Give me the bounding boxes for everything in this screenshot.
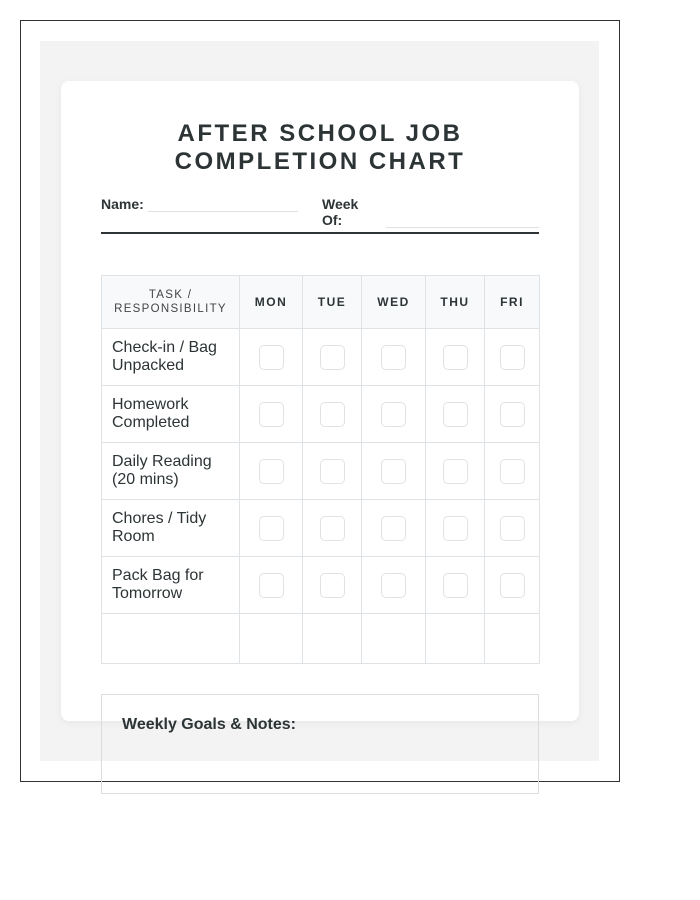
checkbox-tue[interactable] xyxy=(320,459,345,484)
checkbox-wed[interactable] xyxy=(381,516,406,541)
week-of-input[interactable] xyxy=(386,216,539,228)
checkbox-mon[interactable] xyxy=(259,459,284,484)
empty-table-row xyxy=(102,614,540,664)
task-label: Chores / Tidy Room xyxy=(102,500,240,557)
task-label: Check-in / Bag Unpacked xyxy=(102,329,240,386)
empty-cell xyxy=(426,614,485,664)
checkbox-wed[interactable] xyxy=(381,345,406,370)
task-label: Daily Reading (20 mins) xyxy=(102,443,240,500)
empty-cell xyxy=(485,614,540,664)
day-header-mon: MON xyxy=(240,276,303,329)
empty-cell xyxy=(240,614,303,664)
checkbox-mon[interactable] xyxy=(259,573,284,598)
day-header-fri: FRI xyxy=(485,276,540,329)
checkbox-fri[interactable] xyxy=(500,402,525,427)
checkbox-fri[interactable] xyxy=(500,573,525,598)
table-row xyxy=(102,443,540,500)
page-title xyxy=(61,120,579,176)
task-label: Homework Completed xyxy=(102,386,240,443)
checkbox-tue[interactable] xyxy=(320,345,345,370)
title-line-1: AFTER SCHOOL JOB xyxy=(177,120,463,147)
empty-task-cell[interactable] xyxy=(102,614,240,664)
checkbox-thu[interactable] xyxy=(443,573,468,598)
table-header-row xyxy=(102,276,540,329)
empty-cell xyxy=(303,614,362,664)
checkbox-tue[interactable] xyxy=(320,402,345,427)
checkbox-fri[interactable] xyxy=(500,345,525,370)
checkbox-thu[interactable] xyxy=(443,459,468,484)
task-column-header: TASK / RESPONSIBILITY xyxy=(102,276,240,329)
table-row xyxy=(102,557,540,614)
day-header-wed: WED xyxy=(362,276,426,329)
job-completion-table xyxy=(101,275,540,664)
checkbox-fri[interactable] xyxy=(500,516,525,541)
checkbox-wed[interactable] xyxy=(381,573,406,598)
checkbox-mon[interactable] xyxy=(259,402,284,427)
checkbox-fri[interactable] xyxy=(500,459,525,484)
weekly-notes-box[interactable] xyxy=(101,694,539,794)
checkbox-thu[interactable] xyxy=(443,402,468,427)
checkbox-thu[interactable] xyxy=(443,516,468,541)
table-row xyxy=(102,329,540,386)
checkbox-tue[interactable] xyxy=(320,516,345,541)
checkbox-tue[interactable] xyxy=(320,573,345,598)
name-label: Name: xyxy=(101,196,144,212)
checkbox-wed[interactable] xyxy=(381,459,406,484)
notes-label: Weekly Goals & Notes: xyxy=(122,716,296,733)
name-input[interactable] xyxy=(148,200,298,212)
week-of-label: Week Of: xyxy=(322,196,359,228)
day-header-thu: THU xyxy=(426,276,485,329)
week-of-field xyxy=(322,196,539,228)
title-line-2: COMPLETION CHART xyxy=(174,148,466,175)
checkbox-mon[interactable] xyxy=(259,516,284,541)
task-label: Pack Bag for Tomorrow xyxy=(102,557,240,614)
checkbox-thu[interactable] xyxy=(443,345,468,370)
empty-cell xyxy=(362,614,426,664)
checkbox-mon[interactable] xyxy=(259,345,284,370)
table-row xyxy=(102,386,540,443)
day-header-tue: TUE xyxy=(303,276,362,329)
header-fields xyxy=(101,196,539,234)
name-field xyxy=(101,196,298,212)
checkbox-wed[interactable] xyxy=(381,402,406,427)
table-row xyxy=(102,500,540,557)
